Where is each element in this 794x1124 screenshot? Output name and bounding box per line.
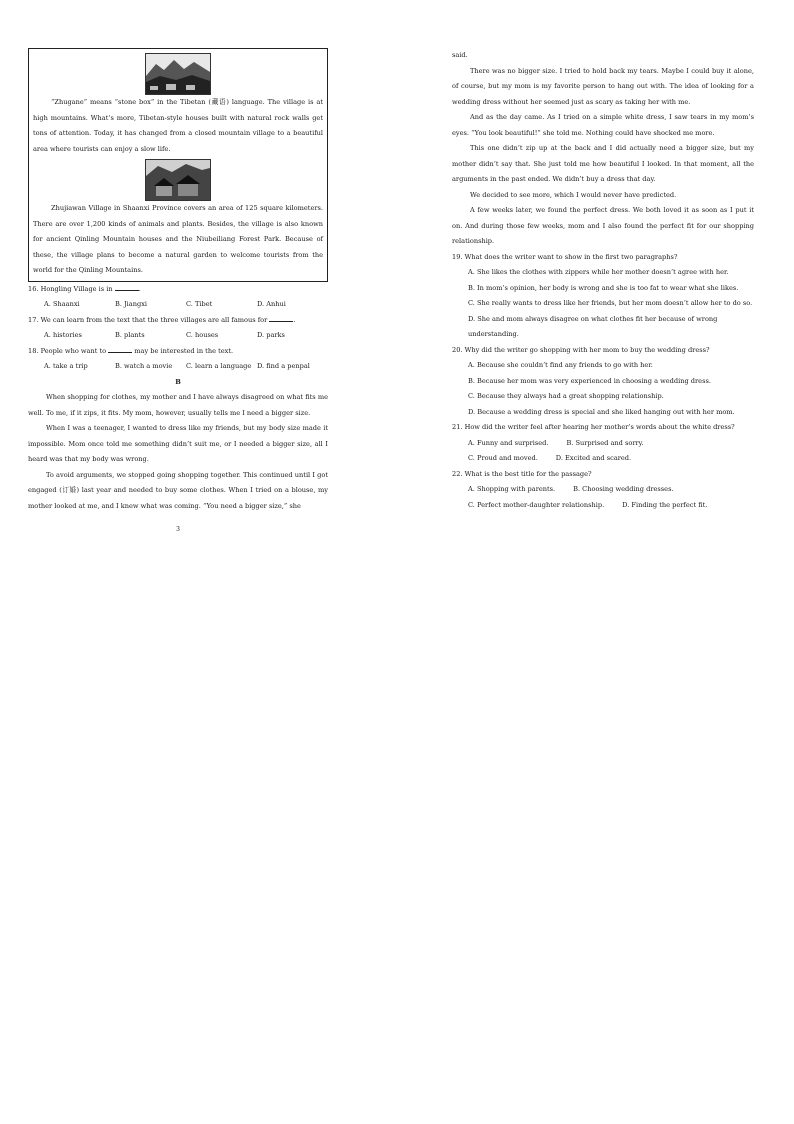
q16-stem: 16. Hongling Village is in xyxy=(28,284,113,293)
passage-b-paragraph-6: This one didn’t zip up at the back and I did actually need a bigger size, but my mother didn’t say that. She just told me how beautiful I looked. In that moment, all the arguments in the past ended. We didn’t buy a dress that day. xyxy=(452,144,754,183)
q16-option-a: A. Shaanxi xyxy=(44,300,80,308)
q17-option-d: D. parks xyxy=(257,331,285,339)
q22-option-b: B. Choosing wedding dresses. xyxy=(573,485,674,493)
passage-a-paragraph-2: Zhujiawan Village in Shaanxi Province covers an area of 125 square kilometers. There are over 1,200 kinds of animals and plants. Besides, the village is also known for ancient Qinling Mountain houses and the Niubeiliang Forest Park. Because of these, the village plans to become a natural garden to welcome tourists from the world for the Qinling Mountains. xyxy=(33,204,323,274)
passage-b-paragraph-5: And as the day came. As I tried on a simple white dress, I saw tears in my mom’s eyes. “You look beautiful!” she told me. Nothing could have shocked me more. xyxy=(452,113,754,137)
q17-stem: 17. We can learn from the text that the three villages are all famous for xyxy=(28,315,268,324)
question-22 xyxy=(452,467,754,514)
passage-b-paragraph-3: To avoid arguments, we stopped going shopping together. This continued until I got engaged (订婚) last year and needed to buy some clothes. When I tried on a blouse, my mother looked at me, and I knew what was coming. “You need a bigger size,” she xyxy=(28,470,328,510)
q22-option-d: D. Finding the perfect fit. xyxy=(622,500,708,509)
q22-option-c: C. Perfect mother-daughter relationship. xyxy=(468,500,605,509)
q18-option-c: C. learn a language xyxy=(186,362,252,370)
q21-stem: 21. How did the writer feel after hearing her mother’s words about the white dress? xyxy=(452,423,735,431)
passage-b-paragraph-4: There was no bigger size. I tried to hold back my tears. Maybe I could buy it alone, of course, but my mom is my favorite person to hang out with. The idea of looking for a wedding dress without her seemed just as scary as taking her with me. xyxy=(452,66,754,106)
q16-option-c: C. Tibet xyxy=(186,300,213,308)
passage-b-paragraph-8: A few weeks later, we found the perfect dress. We both loved it as soon as I put it on. And during those few weeks, mom and I also found the perfect fit for our shopping relationship. xyxy=(452,206,754,245)
q16-option-b: B. Jiangxi xyxy=(115,300,148,308)
q17-option-c: C. houses xyxy=(186,331,219,339)
left-column xyxy=(28,48,328,538)
q16-blank xyxy=(115,284,139,291)
right-column xyxy=(452,48,754,513)
q20-option-b: B. Because her mom was very experienced in choosing a wedding dress. xyxy=(468,376,711,385)
question-19 xyxy=(452,250,754,343)
question-20 xyxy=(452,343,754,421)
passage-b xyxy=(28,390,328,514)
question-18 xyxy=(28,344,328,375)
q21-option-a: A. Funny and surprised. xyxy=(468,438,549,447)
passage-b-paragraph-2: When I was a teenager, I wanted to dress like my friends, but my body size made it impossible. Mom once told me something didn’t suit me, or I needed a bigger size, all I heard was that my body was wrong. xyxy=(28,424,328,463)
q19-option-c: C. She really wants to dress like her friends, but her mom doesn’t allow her to do so. xyxy=(468,299,753,307)
q18-option-b: B. watch a movie xyxy=(115,362,173,370)
q18-option-d: D. find a penpal xyxy=(257,362,310,370)
passage-b-paragraph-7: We decided to see more, which I would never have predicted. xyxy=(470,190,677,199)
question-17: 17. We can learn from the text that the three villages are all famous for . A. histories B. plants C. houses D. parks xyxy=(28,313,328,344)
q20-option-c: C. Because they always had a great shopping relationship. xyxy=(468,392,664,400)
q22-option-a: A. Shopping with parents. xyxy=(468,485,556,493)
section-b-mark: B xyxy=(175,377,181,386)
passage-a-paragraph-1: “Zhugane” means “stone box” in the Tibetan (藏语) language. The village is at high mountains. What’s more, Tibetan-style houses built with natural rock walls get tons of attention. Today, it has changed from a closed mountain village to a beautiful area where tourists can enjoy a slow life. xyxy=(33,98,323,153)
village-houses-photo xyxy=(145,159,211,201)
q18-stem-start: 18. People who want to xyxy=(28,346,107,355)
q19-option-b: B. In mom’s opinion, her body is wrong and she is too fat to wear what she likes. xyxy=(468,283,739,292)
q17-option-a: A. histories xyxy=(44,331,82,339)
q18-blank xyxy=(108,346,132,353)
q20-option-a: A. Because she couldn’t find any friends to go with her. xyxy=(468,361,653,369)
passage-b-paragraph-1: When shopping for clothes, my mother and I have always disagreed on what fits me well. To me, if it zips, it fits. My mom, however, usually tells me I need a bigger size. xyxy=(28,393,328,417)
q17-option-b: B. plants xyxy=(115,331,145,339)
q20-stem: 20. Why did the writer go shopping with her mom to buy the wedding dress? xyxy=(452,345,710,354)
q19-option-d: D. She and mom always disagree on what clothes fit her because of wrong understanding. xyxy=(468,314,718,338)
q22-stem: 22. What is the best title for the passage? xyxy=(452,469,592,478)
q19-option-a: A. She likes the clothes with zippers while her mother doesn’t agree with her. xyxy=(468,268,729,276)
q21-option-c: C. Proud and moved. xyxy=(468,454,538,462)
passage-a-box xyxy=(28,48,328,282)
q19-stem: 19. What does the writer want to show in the first two paragraphs? xyxy=(452,252,678,261)
question-16: 16. Hongling Village is in . A. Shaanxi B. Jiangxi C. Tibet D. Anhui xyxy=(28,282,328,313)
q17-blank xyxy=(269,315,293,322)
passage-b-continuation: said. xyxy=(452,51,468,59)
q21-option-b: B. Surprised and sorry. xyxy=(566,438,644,447)
q20-option-d: D. Because a wedding dress is special and she liked hanging out with her mom. xyxy=(468,407,735,416)
q18-option-a: A. take a trip xyxy=(44,362,88,370)
page-number: 3 xyxy=(176,526,180,533)
q18-stem-end: may be interested in the text. xyxy=(134,346,234,355)
q16-option-d: D. Anhui xyxy=(257,300,286,308)
question-21 xyxy=(452,420,754,467)
q21-option-d: D. Excited and scared. xyxy=(555,454,632,462)
mountain-village-photo xyxy=(145,53,211,95)
